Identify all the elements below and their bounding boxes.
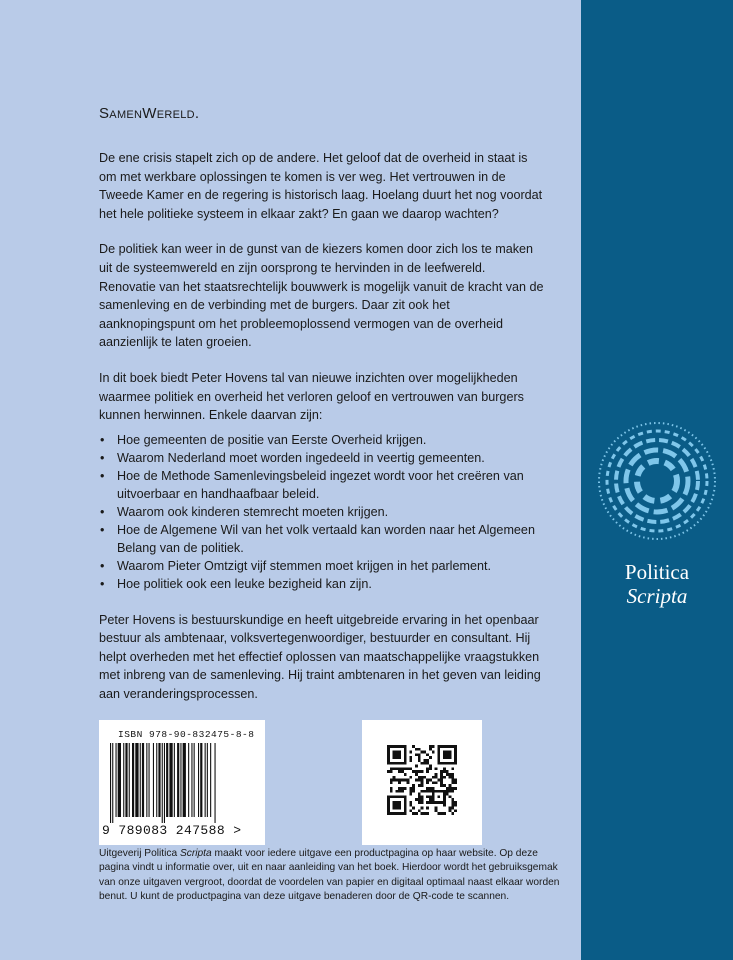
intro-paragraph-1: De ene crisis stapelt zich op de andere. Het geloof dat de overheid in staat is om met werkbare oplossingen te komen is ver weg. Het vertrouwen in de Tweede Kamer en de regering is historisch laag. Hoelang duurt het nog voordat het hele politieke systeem in elkaar zakt? En gaan we daarop wachten? bbox=[99, 151, 543, 221]
politica-scripta-logo-icon bbox=[596, 420, 718, 542]
brand-name-politica: Politica bbox=[624, 560, 690, 584]
ean-number: 9 789083 247588 > bbox=[102, 823, 242, 838]
back-cover-text bbox=[99, 105, 544, 721]
list-item: • Waarom ook kinderen stemrecht moeten krijgen. bbox=[99, 503, 544, 521]
publisher-note-part2: maakt voor iedere uitgave een productpagina op haar website. Op deze pagina vindt u informatie over, uit en naar aanleiding van het boek. Hierdoor wordt het gebruiksgemak van onze uitgaven vergroot, doordat de voordelen van papier en digitaal optimaal naast elkaar worden benut. U kunt de productpagina van deze uitgave benaderen door de QR-code te scannen. bbox=[99, 848, 560, 903]
isbn-label: ISBN 978-90-832475-8-8 bbox=[118, 729, 255, 740]
qr-code-box bbox=[362, 720, 482, 845]
publisher-note bbox=[99, 847, 569, 905]
list-item: • Waarom Pieter Omtzigt vijf stemmen moet krijgen in het parlement. bbox=[99, 557, 544, 575]
isbn-barcode bbox=[99, 720, 265, 845]
author-bio: Peter Hovens is bestuurskundige en heeft uitgebreide ervaring in het openbaar bestuur als ambtenaar, volksvertegenwoordiger, bestuurder en consultant. Hij helpt overheden met het effectief oplossen van maatschappelijke vraagstukken met inbreng van de samenleving. Hij traint ambtenaren in het geven van leiding aan veranderingsprocessen. bbox=[99, 612, 541, 701]
publisher-note-part1: Uitgeverij Politica bbox=[99, 848, 180, 859]
intro-paragraph-2: De politiek kan weer in de gunst van de kiezers komen door zich los te maken uit de systeemwereld en zijn oorsprong te hervinden in de leefwereld. Renovatie van het staatsrechtelijk bouwwerk is mogelijk vanuit de kracht van de samenleving en de verbinding met de burgers. Daar zit ook het aanknopingspunt om het probleemoplossend vermogen van de overheid aanzienlijk te laten groeien. bbox=[99, 242, 544, 350]
list-item: • Waarom Nederland moet worden ingedeeld in veertig gemeenten. bbox=[99, 449, 544, 467]
publisher-note-italic: Scripta bbox=[179, 848, 212, 859]
spine-panel bbox=[581, 0, 733, 960]
qr-code-icon bbox=[387, 745, 457, 815]
list-item: • Hoe politiek ook een leuke bezigheid kan zijn. bbox=[99, 575, 544, 593]
list-item: • Hoe de Algemene Wil van het volk vertaald kan worden naar het Algemeen Belang van de politiek. bbox=[99, 521, 544, 557]
intro-paragraph-3: In dit boek biedt Peter Hovens tal van nieuwe inzichten over mogelijkheden waarmee politiek en overheid het verloren geloof en vertrouwen van burgers kunnen herwinnen. Enkele daarvan zijn: bbox=[99, 370, 524, 423]
barcode-icon bbox=[110, 743, 254, 823]
insights-list bbox=[99, 431, 544, 594]
book-title: SamenWereld. bbox=[99, 105, 200, 122]
list-item: • Hoe gemeenten de positie van Eerste Overheid krijgen. bbox=[99, 431, 544, 449]
list-item: • Hoe de Methode Samenlevingsbeleid ingezet wordt voor het creëren van uitvoerbaar en handhaafbaar beleid. bbox=[99, 467, 544, 503]
brand-name-scripta: Scripta bbox=[626, 584, 688, 608]
